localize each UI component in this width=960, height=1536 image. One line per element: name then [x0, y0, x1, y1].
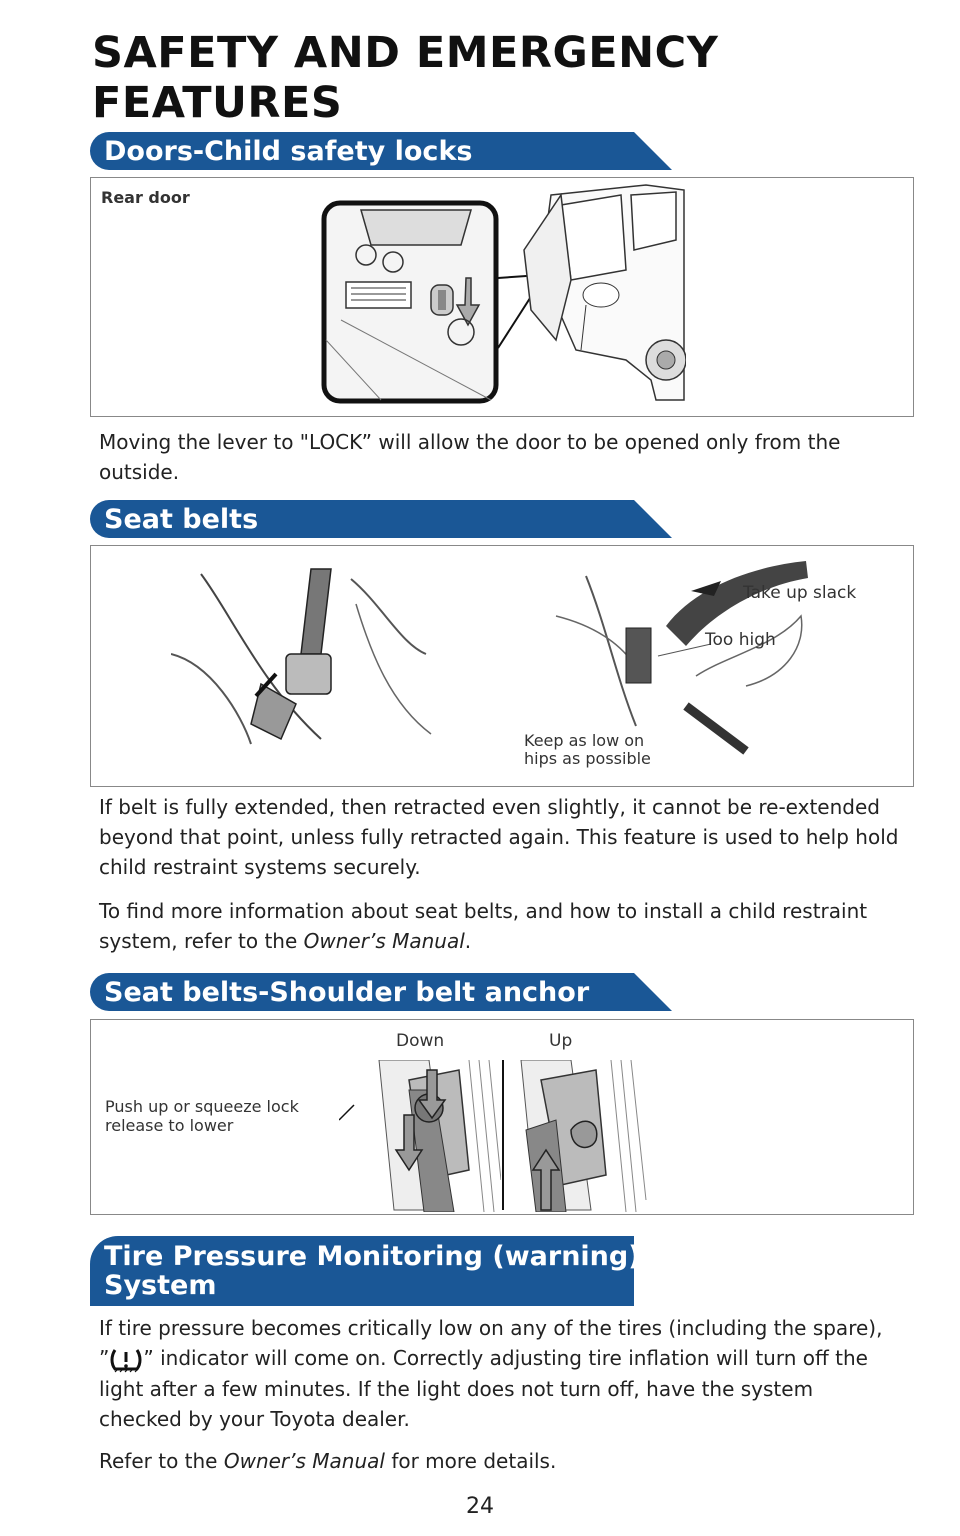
section-heading-line2: System [104, 1270, 217, 1301]
text-span: for more details. [384, 1449, 557, 1473]
owners-manual-reference: Owner’s Manual [223, 1449, 385, 1473]
push-up-label-line2: release to lower [105, 1116, 234, 1135]
up-label: Up [549, 1031, 573, 1051]
divider-line [501, 1060, 505, 1210]
keep-low-label-line2: hips as possible [524, 749, 651, 768]
rear-door-label: Rear door [101, 188, 190, 207]
section-heading-tpms [90, 1236, 641, 1306]
anchor-down-illustration [339, 1060, 501, 1212]
too-high-label: Too high [705, 630, 776, 650]
text-span: To find more information about seat belts, and how to install a child restraint system, refer to the [99, 899, 868, 953]
owners-manual-reference: Owner’s Manual [303, 929, 465, 953]
child-lock-description: Moving the lever to "LOCK” will allow the door to be opened only from the outside. [99, 430, 841, 484]
seat-belt-description: If belt is fully extended, then retracted even slightly, it cannot be re-extended beyond that point, unless fully retracted again. This feature is used to help hold child restraint systems securely. [99, 795, 899, 879]
text-span: Refer to the [99, 1449, 224, 1473]
push-up-label-line1: Push up or squeeze lock [105, 1097, 299, 1116]
section-heading-text: Seat belts-Shoulder belt anchor [104, 976, 590, 1008]
tire-pressure-warning-icon [109, 1346, 143, 1374]
tpms-manual-reference [99, 1446, 899, 1476]
take-up-slack-label: Take up slack [743, 583, 857, 603]
shoulder-anchor-figure-panel [90, 1019, 914, 1215]
vehicle-rear-door-illustration [516, 180, 686, 405]
buckle-illustration [171, 564, 436, 749]
text-span: ” indicator will come on. Correctly adjusting tire inflation will turn off the light after a few minutes. If the light does not turn off, have the system checked by your Toyota dealer. [99, 1346, 868, 1431]
section-heading-text: Doors-Child safety locks [104, 135, 473, 167]
text-span: . [464, 929, 472, 953]
text-span: If tire pressure becomes critically low on any of the tires (including the spare), ” [99, 1316, 883, 1370]
keep-low-label-line1: Keep as low on [524, 731, 645, 750]
tpms-description [99, 1313, 899, 1434]
page-title: SAFETY AND EMERGENCY FEATURES [92, 28, 719, 128]
child-lock-closeup-illustration [321, 200, 501, 405]
section-heading-child-locks [90, 132, 634, 170]
page-number: 24 [466, 1494, 494, 1519]
section-heading-seat-belts [90, 500, 634, 538]
section-heading-line1: Tire Pressure Monitoring (warning) [104, 1241, 641, 1272]
section-heading-text: Seat belts [104, 503, 259, 535]
down-label: Down [396, 1031, 445, 1051]
seat-belt-manual-reference [99, 896, 899, 956]
child-lock-figure-panel [90, 177, 914, 417]
section-heading-shoulder-anchor [90, 973, 634, 1011]
anchor-up-illustration [511, 1060, 671, 1212]
seat-belt-figure-panel [90, 545, 914, 787]
